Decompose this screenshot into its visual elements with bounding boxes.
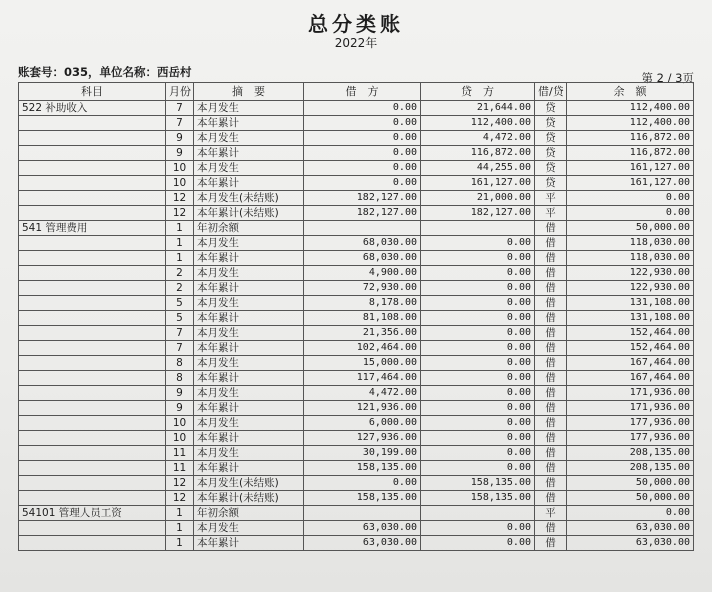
- cell-credit: 0.00: [421, 311, 535, 326]
- cell-balance: 112,400.00: [567, 101, 694, 116]
- account-subject-cell: [19, 206, 166, 221]
- cell-debit: 4,472.00: [304, 386, 421, 401]
- account-subject-cell: [19, 431, 166, 446]
- cell-summary: 本年累计: [194, 341, 304, 356]
- table-row: [19, 296, 694, 311]
- page-title: 总分类账: [308, 12, 404, 36]
- cell-credit: 0.00: [421, 236, 535, 251]
- cell-summary: 本月发生: [194, 446, 304, 461]
- cell-month: 9: [166, 131, 194, 146]
- cell-balance: 50,000.00: [567, 476, 694, 491]
- cell-summary: 本月发生: [194, 356, 304, 371]
- cell-debit: 127,936.00: [304, 431, 421, 446]
- cell-summary: 本月发生: [194, 161, 304, 176]
- cell-debit: 4,900.00: [304, 266, 421, 281]
- account-subject-cell: [19, 266, 166, 281]
- cell-balance: 177,936.00: [567, 431, 694, 446]
- ledger-year: 2022年: [334, 36, 378, 50]
- account-subject-cell: [19, 386, 166, 401]
- cell-credit: [421, 221, 535, 236]
- cell-month: 1: [166, 251, 194, 266]
- cell-credit: 0.00: [421, 386, 535, 401]
- cell-debit: 0.00: [304, 161, 421, 176]
- cell-debit: 182,127.00: [304, 206, 421, 221]
- cell-balance: 118,030.00: [567, 236, 694, 251]
- table-row: [19, 311, 694, 326]
- cell-balance: 131,108.00: [567, 296, 694, 311]
- cell-dc: 借: [535, 521, 567, 536]
- cell-dc: 借: [535, 296, 567, 311]
- cell-balance: 171,936.00: [567, 401, 694, 416]
- cell-dc: 借: [535, 221, 567, 236]
- cell-credit: 44,255.00: [421, 161, 535, 176]
- cell-month: 12: [166, 491, 194, 506]
- cell-dc: 贷: [535, 131, 567, 146]
- cell-dc: 借: [535, 386, 567, 401]
- cell-dc: 借: [535, 356, 567, 371]
- account-subject-cell: [19, 491, 166, 506]
- cell-debit: 15,000.00: [304, 356, 421, 371]
- cell-summary: 年初余额: [194, 221, 304, 236]
- cell-dc: 借: [535, 371, 567, 386]
- cell-credit: 0.00: [421, 521, 535, 536]
- table-row: [19, 131, 694, 146]
- table-row: [19, 191, 694, 206]
- cell-debit: [304, 221, 421, 236]
- table-row: [19, 416, 694, 431]
- account-subject-cell: [19, 311, 166, 326]
- cell-credit: [421, 506, 535, 521]
- account-subject: 522 补助收入: [19, 101, 166, 116]
- cell-debit: 182,127.00: [304, 191, 421, 206]
- cell-balance: 63,030.00: [567, 521, 694, 536]
- cell-dc: 借: [535, 281, 567, 296]
- cell-month: 1: [166, 536, 194, 551]
- table-row: [19, 326, 694, 341]
- cell-month: 5: [166, 311, 194, 326]
- cell-dc: 借: [535, 446, 567, 461]
- cell-month: 10: [166, 176, 194, 191]
- cell-month: 1: [166, 221, 194, 236]
- cell-summary: 本年累计: [194, 401, 304, 416]
- cell-month: 9: [166, 386, 194, 401]
- cell-summary: 本月发生: [194, 326, 304, 341]
- table-row: [19, 281, 694, 296]
- cell-credit: 4,472.00: [421, 131, 535, 146]
- cell-balance: 177,936.00: [567, 416, 694, 431]
- table-row: [19, 101, 694, 116]
- account-subject-cell: [19, 356, 166, 371]
- cell-balance: 112,400.00: [567, 116, 694, 131]
- table-row: [19, 251, 694, 266]
- cell-summary: 本月发生: [194, 416, 304, 431]
- cell-summary: 本年累计: [194, 431, 304, 446]
- cell-balance: 131,108.00: [567, 311, 694, 326]
- cell-dc: 平: [535, 206, 567, 221]
- cell-credit: 21,000.00: [421, 191, 535, 206]
- cell-summary: 本年累计: [194, 116, 304, 131]
- cell-summary: 本年累计(未结账): [194, 206, 304, 221]
- account-subject-cell: [19, 191, 166, 206]
- cell-dc: 借: [535, 431, 567, 446]
- cell-month: 1: [166, 506, 194, 521]
- col-header-debit: 借 方: [304, 83, 421, 101]
- cell-balance: 118,030.00: [567, 251, 694, 266]
- cell-summary: 本月发生: [194, 266, 304, 281]
- cell-month: 7: [166, 341, 194, 356]
- cell-month: 7: [166, 101, 194, 116]
- table-row: [19, 431, 694, 446]
- page-number: 第 2 / 3页: [641, 71, 694, 85]
- cell-debit: 72,930.00: [304, 281, 421, 296]
- cell-debit: 6,000.00: [304, 416, 421, 431]
- account-subject: 541 管理费用: [19, 221, 166, 236]
- table-row: [19, 356, 694, 371]
- account-subject-cell: [19, 131, 166, 146]
- cell-month: 8: [166, 371, 194, 386]
- cell-summary: 本月发生(未结账): [194, 476, 304, 491]
- cell-balance: 0.00: [567, 206, 694, 221]
- cell-dc: 借: [535, 476, 567, 491]
- cell-summary: 本月发生: [194, 236, 304, 251]
- account-subject: 54101 管理人员工资: [19, 506, 166, 521]
- cell-summary: 本年累计: [194, 146, 304, 161]
- cell-credit: 0.00: [421, 326, 535, 341]
- cell-dc: 借: [535, 311, 567, 326]
- cell-month: 9: [166, 146, 194, 161]
- ledger-table: [18, 82, 694, 551]
- cell-debit: 158,135.00: [304, 491, 421, 506]
- cell-balance: 0.00: [567, 506, 694, 521]
- account-subject-cell: [19, 281, 166, 296]
- cell-month: 10: [166, 431, 194, 446]
- cell-dc: 贷: [535, 176, 567, 191]
- cell-debit: 68,030.00: [304, 251, 421, 266]
- account-subject-cell: [19, 401, 166, 416]
- cell-balance: 167,464.00: [567, 371, 694, 386]
- account-subject-cell: [19, 176, 166, 191]
- account-subject-cell: [19, 236, 166, 251]
- cell-credit: 0.00: [421, 281, 535, 296]
- cell-balance: 152,464.00: [567, 326, 694, 341]
- cell-credit: 0.00: [421, 341, 535, 356]
- cell-month: 11: [166, 446, 194, 461]
- cell-month: 7: [166, 116, 194, 131]
- cell-month: 10: [166, 416, 194, 431]
- cell-balance: 152,464.00: [567, 341, 694, 356]
- cell-debit: 0.00: [304, 101, 421, 116]
- account-subject-cell: [19, 416, 166, 431]
- cell-balance: 63,030.00: [567, 536, 694, 551]
- col-header-month: 月份: [166, 83, 194, 101]
- cell-credit: 0.00: [421, 431, 535, 446]
- cell-credit: 116,872.00: [421, 146, 535, 161]
- cell-balance: 208,135.00: [567, 446, 694, 461]
- cell-debit: 21,356.00: [304, 326, 421, 341]
- cell-debit: 0.00: [304, 176, 421, 191]
- cell-debit: 30,199.00: [304, 446, 421, 461]
- cell-dc: 借: [535, 461, 567, 476]
- cell-month: 12: [166, 476, 194, 491]
- table-row: [19, 401, 694, 416]
- table-row: [19, 386, 694, 401]
- cell-balance: 116,872.00: [567, 146, 694, 161]
- table-row: [19, 341, 694, 356]
- cell-credit: 0.00: [421, 461, 535, 476]
- table-row: [19, 491, 694, 506]
- account-subject-cell: [19, 296, 166, 311]
- cell-month: 5: [166, 296, 194, 311]
- cell-month: 8: [166, 356, 194, 371]
- cell-credit: 158,135.00: [421, 491, 535, 506]
- cell-month: 12: [166, 191, 194, 206]
- table-row: [19, 206, 694, 221]
- cell-dc: 借: [535, 251, 567, 266]
- cell-dc: 贷: [535, 161, 567, 176]
- cell-dc: 借: [535, 341, 567, 356]
- table-row: [19, 176, 694, 191]
- cell-dc: 借: [535, 266, 567, 281]
- account-subject-cell: [19, 251, 166, 266]
- cell-balance: 122,930.00: [567, 266, 694, 281]
- cell-debit: 121,936.00: [304, 401, 421, 416]
- table-row: [19, 476, 694, 491]
- cell-balance: 50,000.00: [567, 491, 694, 506]
- cell-credit: 0.00: [421, 401, 535, 416]
- cell-summary: 本年累计: [194, 251, 304, 266]
- table-row: [19, 236, 694, 251]
- cell-debit: 102,464.00: [304, 341, 421, 356]
- cell-credit: 0.00: [421, 536, 535, 551]
- col-header-summary: 摘 要: [194, 83, 304, 101]
- cell-summary: 本月发生: [194, 296, 304, 311]
- account-subject-cell: [19, 461, 166, 476]
- cell-balance: 122,930.00: [567, 281, 694, 296]
- cell-dc: 贷: [535, 101, 567, 116]
- cell-credit: 0.00: [421, 251, 535, 266]
- cell-summary: 本年累计: [194, 311, 304, 326]
- cell-dc: 贷: [535, 116, 567, 131]
- cell-debit: 0.00: [304, 146, 421, 161]
- col-header-subject: 科目: [19, 83, 166, 101]
- cell-summary: 本年累计: [194, 461, 304, 476]
- cell-balance: 50,000.00: [567, 221, 694, 236]
- cell-summary: 本月发生: [194, 131, 304, 146]
- col-header-balance: 余 额: [567, 83, 694, 101]
- cell-debit: 158,135.00: [304, 461, 421, 476]
- cell-balance: 0.00: [567, 191, 694, 206]
- cell-month: 10: [166, 161, 194, 176]
- cell-balance: 161,127.00: [567, 176, 694, 191]
- account-subject-cell: [19, 326, 166, 341]
- cell-debit: [304, 506, 421, 521]
- cell-month: 7: [166, 326, 194, 341]
- table-row: [19, 221, 694, 236]
- cell-debit: 117,464.00: [304, 371, 421, 386]
- cell-credit: 0.00: [421, 356, 535, 371]
- cell-month: 1: [166, 236, 194, 251]
- cell-balance: 116,872.00: [567, 131, 694, 146]
- cell-balance: 167,464.00: [567, 356, 694, 371]
- cell-summary: 本年累计: [194, 371, 304, 386]
- cell-dc: 借: [535, 416, 567, 431]
- cell-dc: 借: [535, 326, 567, 341]
- table-row: [19, 446, 694, 461]
- cell-credit: 112,400.00: [421, 116, 535, 131]
- table-row: [19, 161, 694, 176]
- cell-debit: 0.00: [304, 116, 421, 131]
- cell-month: 1: [166, 521, 194, 536]
- table-row: [19, 266, 694, 281]
- cell-debit: 0.00: [304, 476, 421, 491]
- cell-debit: 8,178.00: [304, 296, 421, 311]
- cell-month: 12: [166, 206, 194, 221]
- cell-credit: 182,127.00: [421, 206, 535, 221]
- cell-summary: 本月发生: [194, 521, 304, 536]
- cell-dc: 借: [535, 536, 567, 551]
- cell-month: 2: [166, 281, 194, 296]
- cell-dc: 借: [535, 236, 567, 251]
- table-row: [19, 146, 694, 161]
- cell-month: 9: [166, 401, 194, 416]
- cell-month: 2: [166, 266, 194, 281]
- account-subject-cell: [19, 161, 166, 176]
- cell-balance: 161,127.00: [567, 161, 694, 176]
- account-subject-cell: [19, 521, 166, 536]
- cell-summary: 年初余额: [194, 506, 304, 521]
- col-header-credit: 贷 方: [421, 83, 535, 101]
- cell-credit: 0.00: [421, 296, 535, 311]
- cell-credit: 0.00: [421, 446, 535, 461]
- cell-dc: 平: [535, 506, 567, 521]
- account-info: 账套号：035，单位名称：西岳村: [18, 65, 192, 79]
- table-row: [19, 521, 694, 536]
- cell-dc: 借: [535, 491, 567, 506]
- cell-dc: 贷: [535, 146, 567, 161]
- cell-credit: 0.00: [421, 416, 535, 431]
- table-row: [19, 116, 694, 131]
- cell-balance: 171,936.00: [567, 386, 694, 401]
- cell-summary: 本年累计: [194, 281, 304, 296]
- account-subject-cell: [19, 476, 166, 491]
- cell-summary: 本年累计: [194, 536, 304, 551]
- cell-summary: 本年累计: [194, 176, 304, 191]
- cell-credit: 0.00: [421, 371, 535, 386]
- account-subject-cell: [19, 341, 166, 356]
- account-subject-cell: [19, 446, 166, 461]
- account-subject-cell: [19, 116, 166, 131]
- table-row: [19, 461, 694, 476]
- cell-debit: 68,030.00: [304, 236, 421, 251]
- table-row: [19, 371, 694, 386]
- cell-debit: 63,030.00: [304, 521, 421, 536]
- cell-debit: 0.00: [304, 131, 421, 146]
- cell-dc: 平: [535, 191, 567, 206]
- cell-summary: 本月发生(未结账): [194, 191, 304, 206]
- header-row: [19, 83, 694, 101]
- cell-month: 11: [166, 461, 194, 476]
- account-subject-cell: [19, 536, 166, 551]
- cell-credit: 158,135.00: [421, 476, 535, 491]
- cell-summary: 本月发生: [194, 386, 304, 401]
- cell-debit: 63,030.00: [304, 536, 421, 551]
- cell-debit: 81,108.00: [304, 311, 421, 326]
- cell-balance: 208,135.00: [567, 461, 694, 476]
- table-row: [19, 506, 694, 521]
- cell-credit: 0.00: [421, 266, 535, 281]
- account-subject-cell: [19, 146, 166, 161]
- account-subject-cell: [19, 371, 166, 386]
- cell-credit: 161,127.00: [421, 176, 535, 191]
- cell-credit: 21,644.00: [421, 101, 535, 116]
- col-header-dc: 借/贷: [535, 83, 567, 101]
- cell-summary: 本月发生: [194, 101, 304, 116]
- cell-dc: 借: [535, 401, 567, 416]
- cell-summary: 本年累计(未结账): [194, 491, 304, 506]
- table-row: [19, 536, 694, 551]
